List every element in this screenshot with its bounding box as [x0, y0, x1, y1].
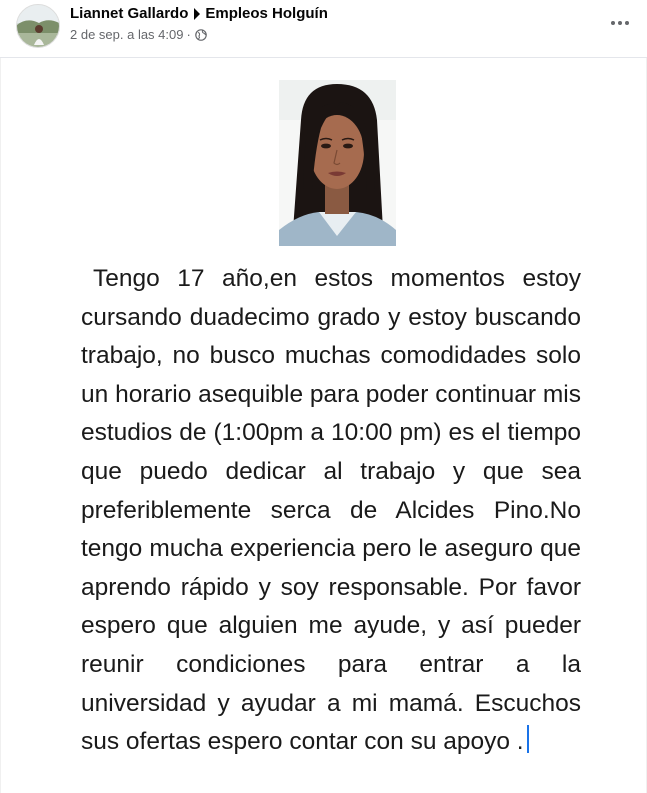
post-image[interactable] — [0, 58, 647, 793]
author-name[interactable]: Liannet Gallardo — [70, 5, 189, 22]
globe-icon — [195, 29, 207, 41]
meta-separator: · — [186, 27, 191, 42]
more-dots-icon — [610, 20, 630, 26]
text-cursor — [527, 725, 529, 753]
avatar-image — [17, 5, 60, 48]
group-name[interactable]: Empleos Holguín — [205, 5, 328, 22]
author-avatar[interactable] — [16, 4, 60, 48]
post-meta — [70, 27, 207, 42]
author-line — [70, 5, 328, 22]
profile-photo — [279, 80, 396, 246]
profile-photo-image — [279, 80, 396, 246]
post-body-content: Tengo 17 año,en estos momentos estoy cursando duadecimo grado y estoy buscando trabajo, no busco muchas comodidades solo un horario asequible para poder continuar mis estudios de (1:00pm a 10:00 pm) es el tiempo que puedo dedicar al trabajo y que sea preferiblemente serca de Alcides Pino.No tengo mucha experiencia pero le aseguro que aprendo rápido y soy responsable. Por favor espero que alguien me ayude, y así pueder reunir condiciones para entrar a la universidad y ayudar a mi mamá. Escuchos sus ofertas espero contar con su apoyo . — [81, 265, 581, 756]
post-header — [0, 0, 647, 56]
post-timestamp[interactable]: 2 de sep. a las 4:09 — [70, 27, 184, 42]
arrow-right-icon — [194, 8, 200, 20]
more-options-button[interactable] — [603, 8, 637, 38]
post-body-text — [81, 260, 581, 762]
